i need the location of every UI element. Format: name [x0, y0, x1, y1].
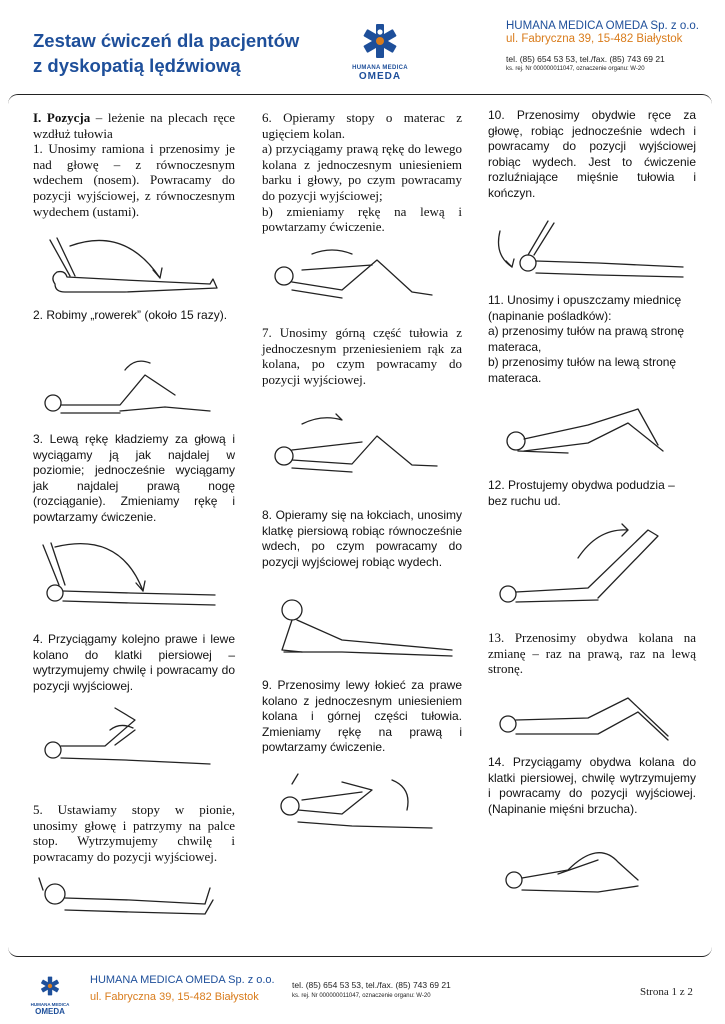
exercise-2: 2. Robimy „rowerek” (około 15 razy).: [33, 308, 228, 322]
exercise-13-figure: [488, 690, 688, 750]
footer-logo: [22, 975, 78, 1016]
title-line-1: Zestaw ćwiczeń dla pacjentów: [33, 30, 300, 51]
exercise-3-figure: [35, 535, 225, 615]
exercise-1-figure: [35, 232, 225, 302]
star-of-life-icon: [39, 975, 61, 997]
exercise-12: 12. Prostujemy obydwa podudzia – bez ruchu ud.: [488, 478, 675, 508]
exercise-5: 5. Ustawiamy stopy w pionie, unosimy głowę i patrzymy na palce stop. Wytrzymujemy chwilę i powracamy do pozycji wyjściowej.: [33, 802, 235, 864]
company-registration: ks. rej. Nr 000000011047, oznaczenie organu: W-20: [506, 66, 645, 72]
star-of-life-icon: [360, 22, 400, 60]
footer-company-address: ul. Fabryczna 39, 15-482 Białystok: [90, 991, 259, 1003]
footer-company-phone: tel. (85) 654 53 53, tel./fax. (85) 743 69 21: [292, 980, 451, 990]
exercise-8-figure: [262, 590, 462, 665]
exercise-7-figure: [262, 410, 452, 490]
exercise-9: 9. Przenosimy lewy łokieć za prawe kolano z jednoczesnym uniesieniem kolana i górnej części tułowia. Zmieniamy rękę na prawą i powtarzamy ćwiczenie.: [262, 678, 462, 755]
title-line-2: z dyskopatią lędźwiową: [33, 55, 241, 76]
company-phone: tel. (85) 654 53 53, tel./fax. (85) 743 69 21: [506, 54, 665, 64]
exercise-14: 14. Przyciągamy obydwa kolana do klatki piersiowej, chwilę wytrzymujemy i powracamy do pozycji wyjściowej. (Napinanie mięśni brzucha).: [488, 755, 696, 816]
footer-company-name: HUMANA MEDICA OMEDA Sp. z o.o.: [90, 974, 275, 986]
exercise-8: 8. Opieramy się na łokciach, unosimy klatkę piersiową robiąc równocześnie wdech, po czym powracamy do pozycji wyjściowej robiąc wydech.: [262, 508, 462, 569]
bottom-border: [8, 942, 712, 957]
footer-logo-text-bottom: OMEDA: [35, 1007, 65, 1016]
logo-text-bottom: OMEDA: [358, 71, 402, 82]
exercise-11-figure: [488, 395, 688, 465]
exercise-11: 11. Unosimy i opuszczamy miednicę (napinanie pośladków): a) przenosimy tułów na prawą stronę materaca, b) przenosimy tułów na lewą stronę materaca.: [488, 293, 685, 385]
exercise-5-figure: [35, 868, 225, 938]
company-logo: [345, 22, 415, 82]
exercise-4: 4. Przyciągamy kolejno prawe i lewe kolano do klatki piersiowej – wytrzymujemy chwilę i powracamy do pozycji wyjściowej.: [33, 632, 235, 693]
exercise-1: [33, 110, 235, 219]
position-heading: I. Pozycja: [33, 110, 91, 125]
exercise-3: 3. Lewą rękę kładziemy za głową i wyciągamy ją jak najdalej w poziomie; jednocześnie wyciągamy jak najdalej prawą nogę (rozciąganie). Zmieniamy rękę i powtarzamy ćwiczenie.: [33, 432, 235, 524]
exercise-10-figure: [488, 215, 688, 285]
exercise-10: 10. Przenosimy obydwie ręce za głowę, robiąc jednocześnie wdech i powracamy do pozycji wyjściowej robiąc wydech. Jest to ćwiczenie rozluźniające mięśnie tułowia i kończyn.: [488, 108, 696, 200]
exercise-13: 13. Przenosimy obydwa kolana na zmianę – raz na prawą, raz na lewą stronę.: [488, 630, 696, 677]
position-description: – leżenie na plecach ręce wzdłuż tułowia: [33, 110, 235, 141]
exercise-4-figure: [35, 700, 225, 780]
company-name: HUMANA MEDICA OMEDA Sp. z o.o.: [506, 20, 699, 32]
exercise-6-figure: [262, 240, 452, 315]
company-info: [506, 20, 716, 72]
exercise-14-figure: [488, 830, 688, 905]
exercise-7: 7. Unosimy górną część tułowia z jednoczesnym przeniesieniem rąk za kolana, po czym powracamy do pozycji wyjściowej.: [262, 325, 462, 387]
footer-company-registration: ks. rej. Nr 000000011047, oznaczenie organu: W-20: [292, 993, 431, 999]
exercise-9-figure: [262, 770, 462, 850]
page-title: [33, 28, 333, 78]
footer-logo-text-top: HUMANA MEDICA: [30, 1002, 70, 1007]
exercise-12-figure: [488, 518, 688, 613]
top-border: [8, 94, 712, 109]
company-address: ul. Fabryczna 39, 15-482 Białystok: [506, 33, 683, 45]
logo-text-top: HUMANA MEDICA: [352, 65, 408, 71]
exercise-text: 1. Unosimy ramiona i przenosimy je nad głowę – z równoczesnym wdechem (nosem). Powracamy do pozycji wyjściowej, z równoczesnym wydechem (ustami).: [33, 141, 235, 219]
exercise-2-figure: [35, 355, 225, 425]
exercise-6: 6. Opieramy stopy o materac z ugięciem kolan. a) przyciągamy prawą rękę do lewego kolana z jednoczesnym uniesieniem barku i głowy, po czym powracamy do pozycji wyjściowej; b) zmieniamy rękę na lewą i powtarzamy ćwiczenie.: [262, 110, 462, 235]
page-number: Strona 1 z 2: [640, 986, 693, 998]
